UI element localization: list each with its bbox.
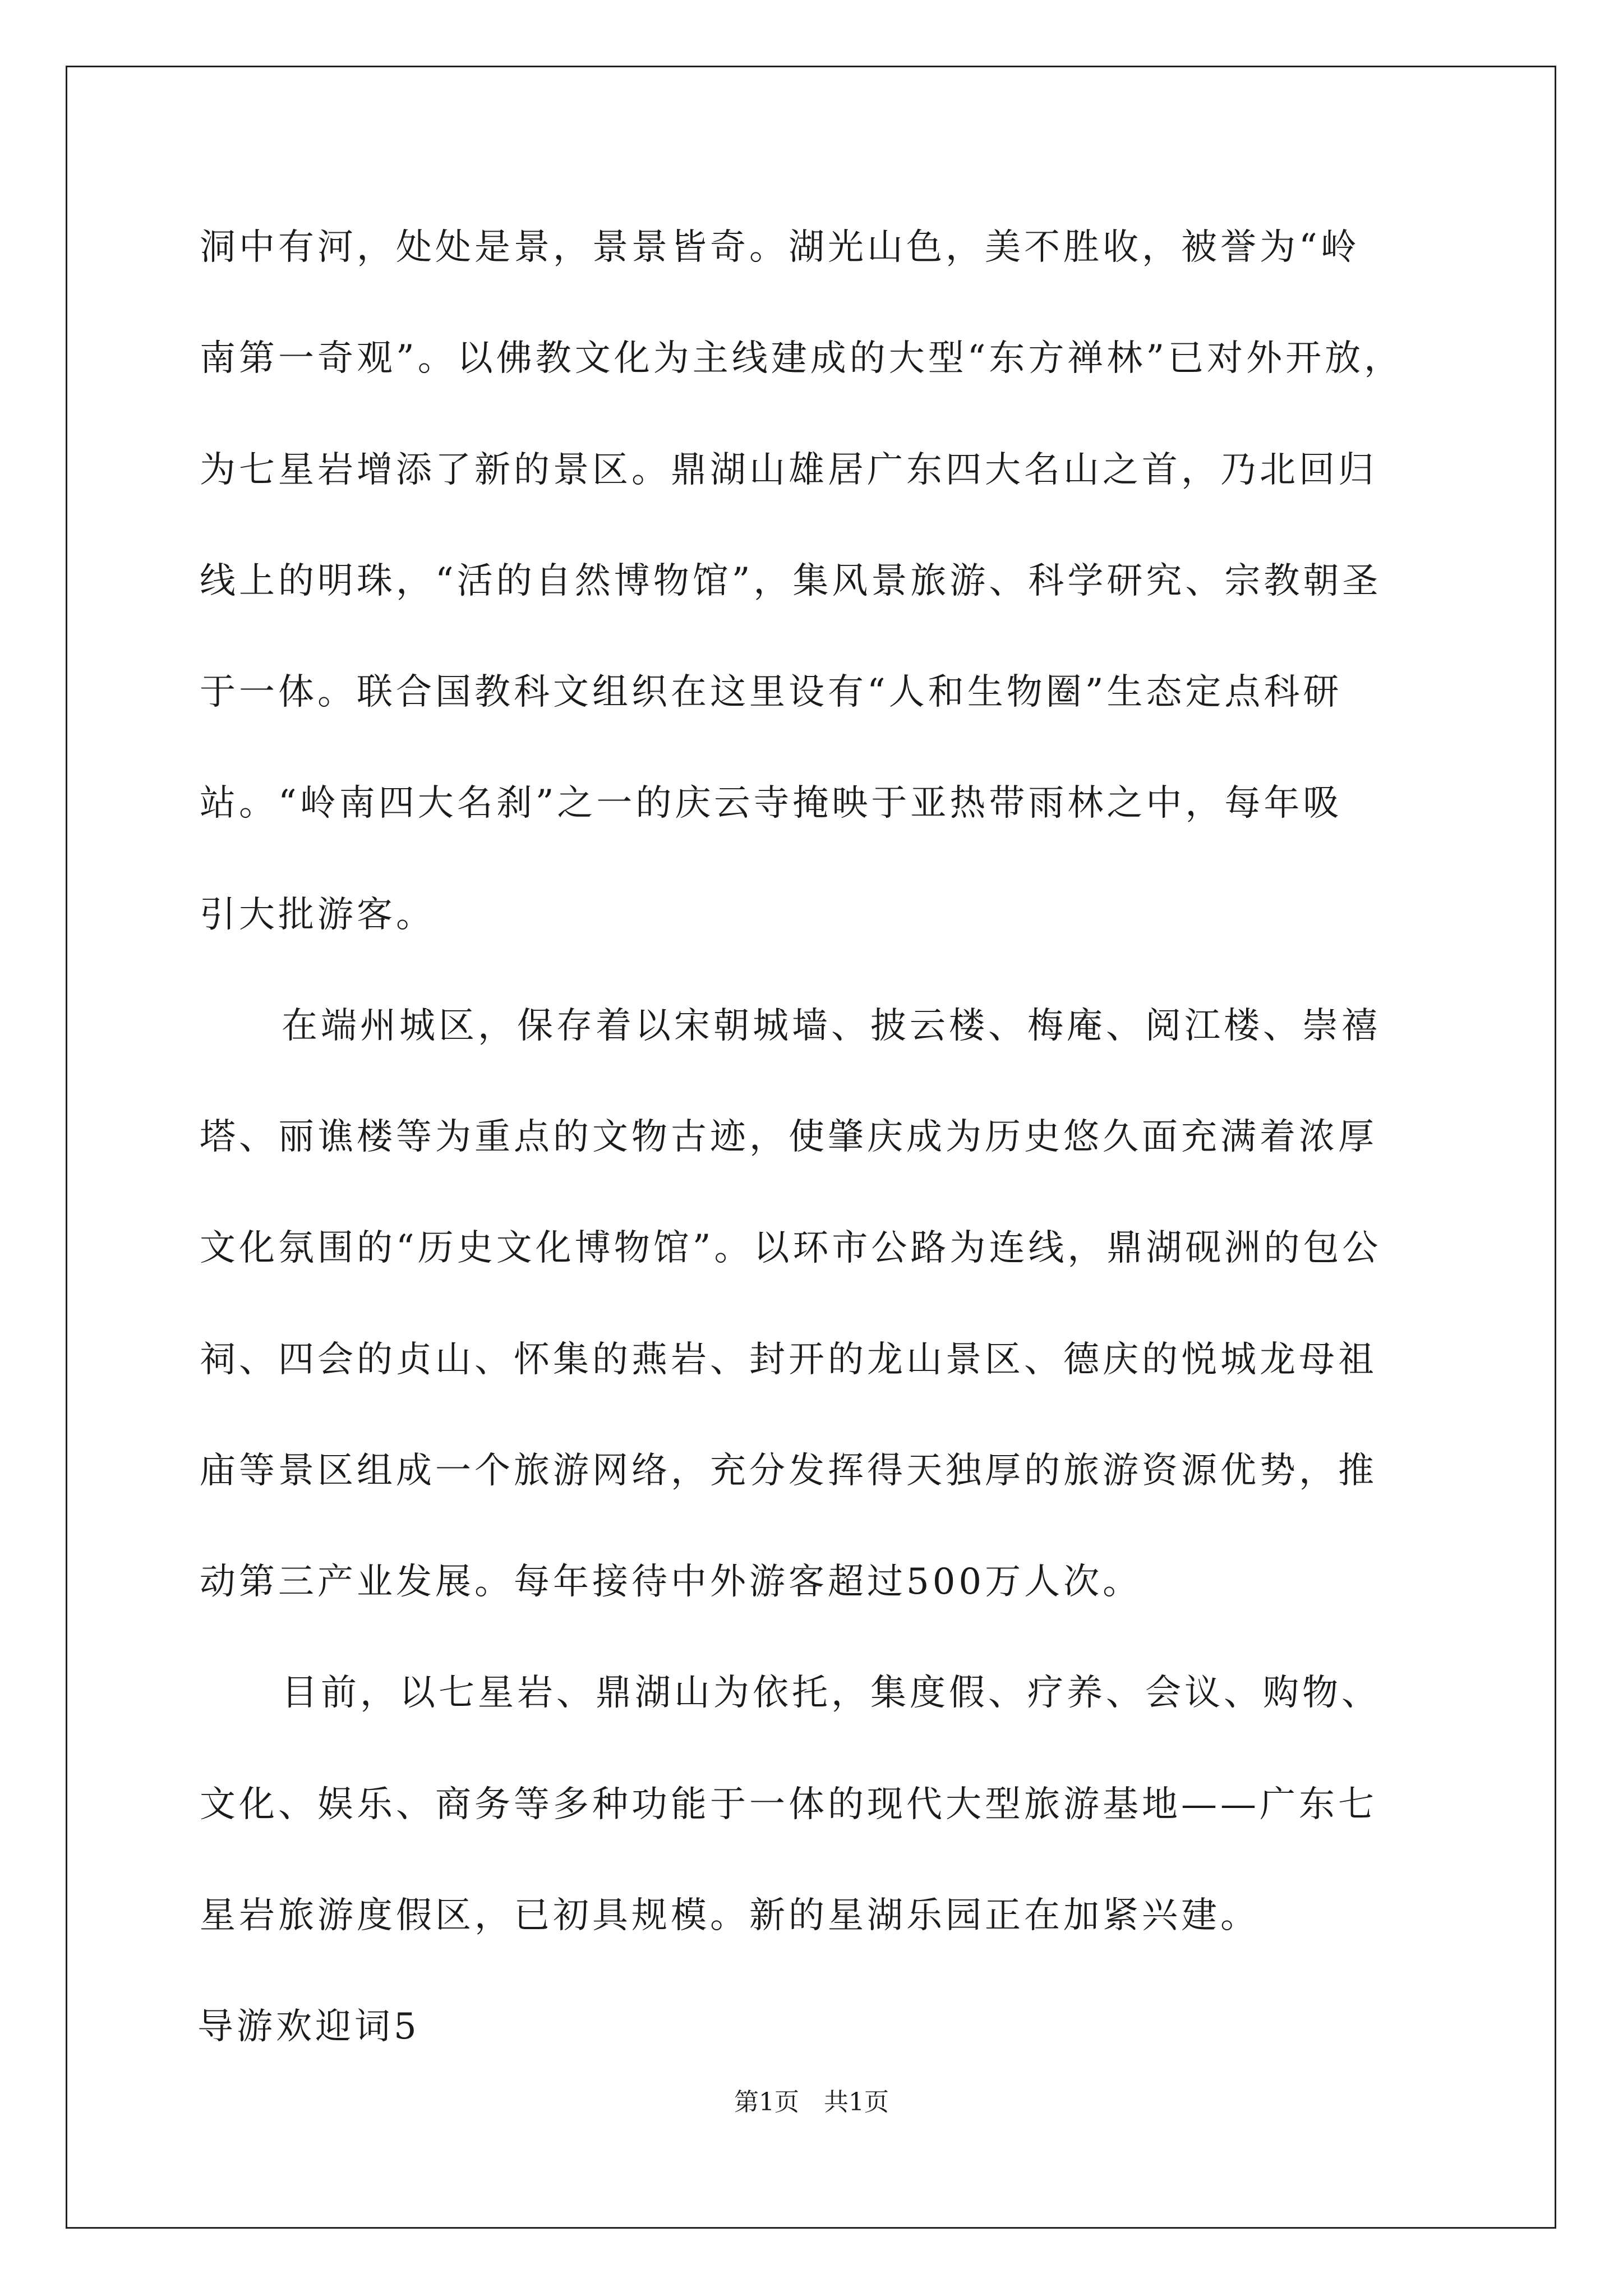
page-footer xyxy=(0,2090,1623,2115)
text-line: 塔、丽谯楼等为重点的文物古迹，使肇庆成为历史悠久面充满着浓厚 xyxy=(200,1116,1377,1158)
text-line: 南第一奇观”。以佛教文化为主线建成的大型“东方禅林”已对外开放， xyxy=(200,338,1404,379)
text-line: 祠、四会的贞山、怀集的燕岩、封开的龙山景区、德庆的悦城龙母祖 xyxy=(200,1339,1377,1381)
text-line: 洞中有河，处处是景，景景皆奇。湖光山色，美不胜收，被誉为“岭 xyxy=(200,227,1360,268)
text-line: 庙等景区组成一个旅游网络，充分发挥得天独厚的旅游资源优势，推 xyxy=(200,1450,1377,1492)
text-line: 引大批游客。 xyxy=(200,894,435,936)
page-number: 第1页 xyxy=(734,2088,799,2116)
section-heading: 导游欢迎词5 xyxy=(197,2006,420,2047)
text-line: 线上的明珠，“活的自然博物馆”，集风景旅游、科学研究、宗教朝圣 xyxy=(200,560,1382,602)
text-line: 于一体。联合国教科文组织在这里设有“人和生物圈”生态定点科研 xyxy=(200,671,1343,713)
text-line: 站。“岭南四大名刹”之一的庆云寺掩映于亚热带雨林之中，每年吸 xyxy=(200,783,1343,824)
text-line: 星岩旅游度假区，已初具规模。新的星湖乐园正在加紧兴建。 xyxy=(200,1895,1260,1936)
text-line: 为七星岩增添了新的景区。鼎湖山雄居广东四大名山之首，乃北回归 xyxy=(200,449,1377,491)
page-total: 共1页 xyxy=(824,2088,889,2116)
text-line: 文化氛围的“历史文化博物馆”。以环市公路为连线，鼎湖砚洲的包公 xyxy=(200,1227,1382,1269)
text-line: 目前，以七星岩、鼎湖山为依托，集度假、疗养、会议、购物、 xyxy=(282,1672,1381,1714)
text-line: 在端州城区，保存着以宋朝城墙、披云楼、梅庵、阅江楼、崇禧 xyxy=(282,1005,1381,1047)
text-line: 文化、娱乐、商务等多种功能于一体的现代大型旅游基地——广东七 xyxy=(200,1784,1377,1825)
text-line: 动第三产业发展。每年接待中外游客超过500万人次。 xyxy=(200,1561,1142,1603)
